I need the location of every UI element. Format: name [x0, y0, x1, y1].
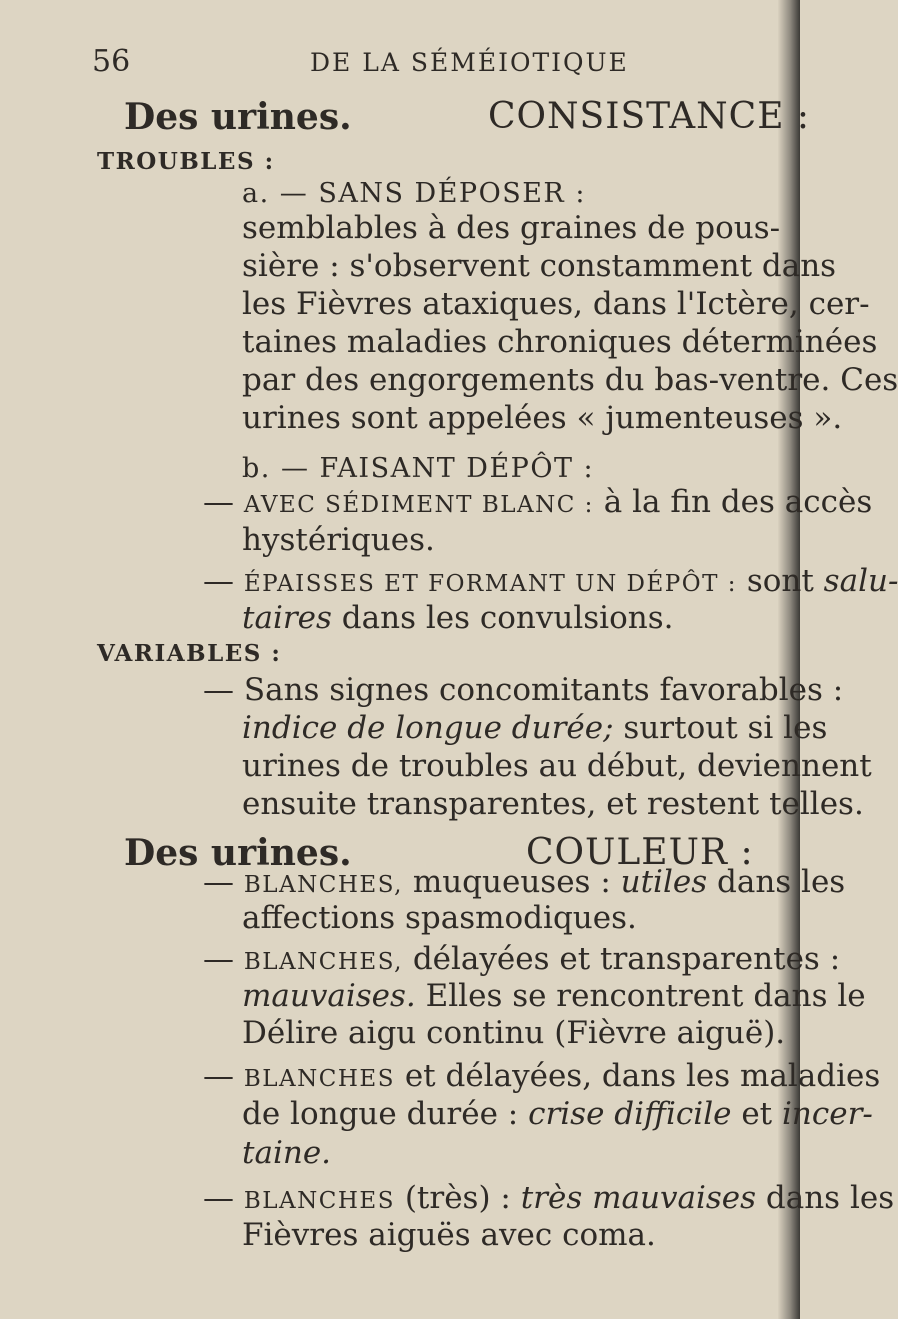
text-line: — Sans signes concomitants favorables : — [203, 672, 844, 708]
text-run: et — [731, 1096, 782, 1132]
text-line: Fièvres aiguës avec coma. — [242, 1217, 656, 1253]
text-run: (très) : — [394, 1180, 521, 1216]
page-number: 56 — [92, 44, 131, 79]
italic-text: mauvaises. — [242, 978, 416, 1014]
heading-consistance: CONSISTANCE : — [488, 96, 811, 137]
text-run: et délayées, dans les maladies — [394, 1058, 881, 1094]
text-line: hystériques. — [242, 522, 435, 558]
label-variables: VARIABLES : — [97, 640, 282, 667]
text-line-b2-cont — [242, 600, 673, 636]
text-run: muqueuses : — [402, 864, 621, 900]
text-line-c2-cont — [242, 978, 866, 1014]
small-caps-text: BLANCHES — [243, 1066, 395, 1092]
text-line: les Fièvres ataxiques, dans l'Ictère, cer- — [242, 286, 870, 322]
italic-text: incer- — [781, 1096, 873, 1132]
italic-text: crise difficile — [528, 1096, 732, 1132]
text-line-c4 — [203, 1180, 894, 1216]
text-run: de longue durée : — [242, 1096, 529, 1132]
text-run: dans les — [756, 1180, 895, 1216]
small-caps-text: AVEC SÉDIMENT BLANC : — [243, 492, 594, 518]
heading-couleur: COULEUR : — [526, 832, 754, 873]
dash: — — [203, 864, 244, 900]
text-line: urines sont appelées « jumenteuses ». — [242, 400, 843, 436]
subheading-a: a. — SANS DÉPOSER : — [242, 178, 586, 209]
dash: — — [203, 563, 244, 599]
dash: — — [203, 1058, 244, 1094]
small-caps-text: ÉPAISSES ET FORMANT UN DÉPÔT : — [243, 571, 737, 597]
italic-text: utiles — [620, 864, 708, 900]
text-line: semblables à des graines de pous- — [242, 210, 781, 246]
small-caps-text: BLANCHES, — [243, 872, 403, 898]
italic-text: indice de longue durée; — [242, 710, 614, 746]
text-line: taine. — [242, 1135, 332, 1171]
running-head: DE LA SÉMÉIOTIQUE — [310, 48, 629, 77]
small-caps-text: BLANCHES — [243, 1188, 395, 1214]
text-line-v2 — [242, 710, 827, 746]
text-line: ensuite transparentes, et restent telles. — [242, 786, 864, 822]
text-line-c3 — [203, 1058, 880, 1094]
small-caps-text: BLANCHES, — [243, 949, 403, 975]
text-run: dans les convulsions. — [331, 600, 674, 636]
label-troubles: TROUBLES : — [97, 148, 275, 175]
italic-text: salu- — [823, 563, 898, 599]
text-line-b1 — [203, 484, 872, 520]
text-run: sont — [736, 563, 824, 599]
section-title-couleur: Des urines. — [124, 832, 352, 874]
subheading-b: b. — FAISANT DÉPÔT : — [242, 453, 595, 484]
text-line-c2 — [203, 941, 840, 977]
text-run: surtout si les — [613, 710, 828, 746]
text-line: sière : s'observent constamment dans — [242, 248, 837, 284]
text-line: Délire aigu continu (Fièvre aiguë). — [242, 1015, 786, 1051]
text-line: par des engorgements du bas-ventre. Ces — [242, 362, 898, 398]
text-line-c1 — [203, 864, 845, 900]
text-line: affections spasmodiques. — [242, 900, 637, 936]
dash: — — [203, 941, 244, 977]
text-line-b2 — [203, 563, 898, 599]
section-title-consistance: Des urines. — [124, 96, 352, 138]
text-run: à la fin des accès — [593, 484, 873, 520]
text-line-c3-cont — [242, 1096, 873, 1132]
dash: — — [203, 1180, 244, 1216]
text-run: dans les — [707, 864, 846, 900]
italic-text: très mauvaises — [520, 1180, 757, 1216]
dash: — — [203, 484, 244, 520]
text-line: urines de troubles au début, deviennent — [242, 748, 872, 784]
text-run: délayées et transparentes : — [402, 941, 841, 977]
text-run: Elles se rencontrent dans le — [415, 978, 866, 1014]
text-line: taines maladies chroniques déterminées — [242, 324, 878, 360]
italic-text: taires — [242, 600, 332, 636]
